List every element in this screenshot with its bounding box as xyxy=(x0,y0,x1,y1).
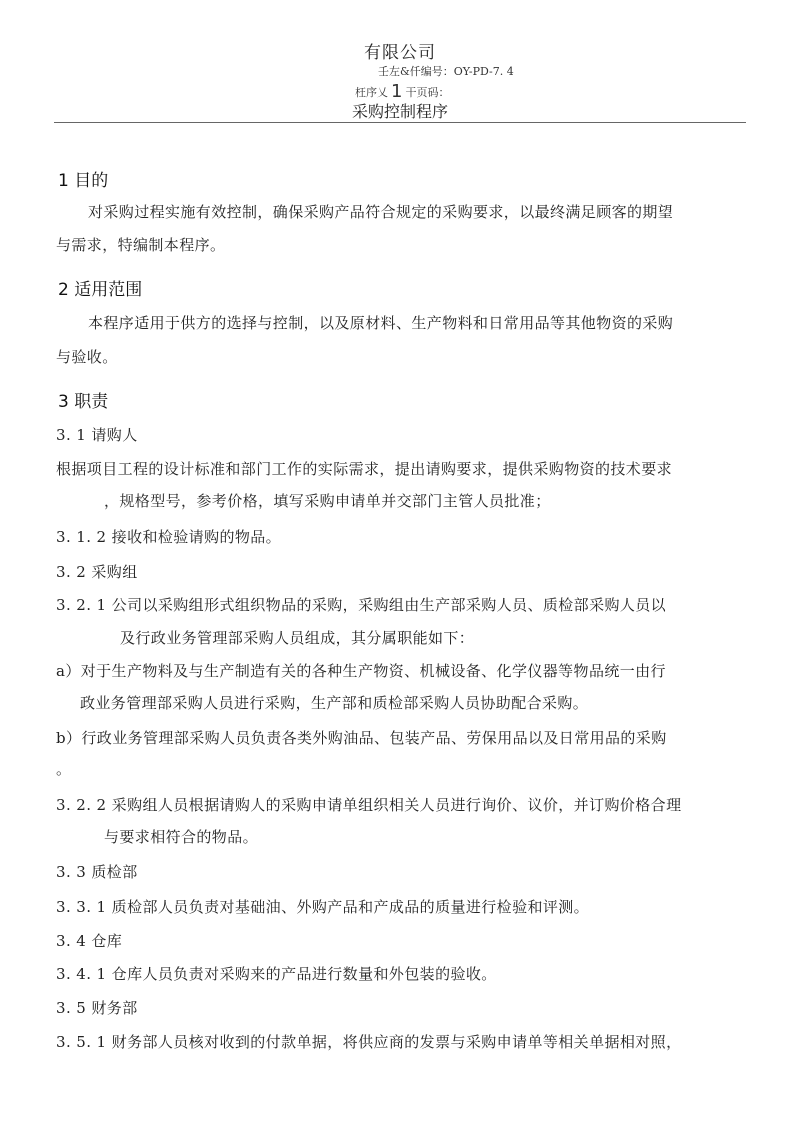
section-1-para-line1: 对采购过程实施有效控制，确保采购产品符合规定的采购要求，以最终满足顾客的期望 xyxy=(88,203,674,221)
header-page-number: 1 xyxy=(391,81,403,102)
item-3-1-2: 3. 1. 2 接收和检验请购的物品。 xyxy=(56,528,282,546)
section-1-heading: 1 目的 xyxy=(58,171,109,191)
item-3-2: 3. 2 采购组 xyxy=(56,563,138,581)
item-b-line2: 。 xyxy=(56,760,72,778)
header-page-suffix: 干页码： xyxy=(405,86,450,99)
item-a-line2: 政业务管理部采购人员进行采购，生产部和质检部采购人员协助配合采购。 xyxy=(80,694,589,712)
section-2-heading: 2 适用范围 xyxy=(58,280,143,300)
item-3-1: 3. 1 请购人 xyxy=(56,426,138,444)
header-doc-number: 壬左&仟编号：OY-PD-7. 4 xyxy=(378,65,514,78)
item-3-5: 3. 5 财务部 xyxy=(56,999,138,1017)
section-3-heading: 3 职责 xyxy=(58,392,109,412)
item-3-3-1: 3. 3. 1 质检部人员负责对基础油、外购产品和产成品的质量进行检验和评测。 xyxy=(56,898,590,916)
section-2-para-line2: 与验收。 xyxy=(56,348,118,366)
item-3-4: 3. 4 仓库 xyxy=(56,932,123,950)
section-1-para-line2: 与需求，特编制本程序。 xyxy=(56,236,226,254)
header-page-prefix: 枉序乂 xyxy=(355,86,388,99)
item-3-4-1: 3. 4. 1 仓库人员负责对采购来的产品进行数量和外包装的验收。 xyxy=(56,965,497,983)
item-3-5-1: 3. 5. 1 财务部人员核对收到的付款单据，将供应商的发票与采购申请单等相关单据相对照， xyxy=(56,1033,682,1051)
item-b-line1: b）行政业务管理部采购人员负责各类外购油品、包装产品、劳保用品以及日常用品的采购 xyxy=(56,729,667,747)
item-3-2-2-line2: 与要求相符合的物品。 xyxy=(104,828,259,846)
section-2-para-line1: 本程序适用于供方的选择与控制，以及原材料、生产物料和日常用品等其他物资的采购 xyxy=(88,314,674,332)
item-3-1-para-line1: 根据项目工程的设计标准和部门工作的实际需求，提出请购要求，提供采购物资的技术要求 xyxy=(56,460,673,478)
item-3-3: 3. 3 质检部 xyxy=(56,863,138,881)
item-3-1-para-line2: ，规格型号，参考价格，填写采购申请单并交部门主管人员批准； xyxy=(104,492,551,510)
item-3-2-2-line1: 3. 2. 2 采购组人员根据请购人的采购申请单组织相关人员进行询价、议价，并订购价格合理 xyxy=(56,796,682,814)
item-3-2-1-line2: 及行政业务管理部采购人员组成，其分属职能如下： xyxy=(120,629,475,647)
item-a-line1: a）对于生产物料及与生产制造有关的各种生产物资、机械设备、化学仪器等物品统一由行 xyxy=(56,662,666,680)
header-divider xyxy=(54,122,746,123)
header-company: 有限公司 xyxy=(364,43,436,63)
item-3-2-1-line1: 3. 2. 1 公司以采购组形式组织物品的采购，采购组由生产部采购人员、质检部采购人员以 xyxy=(56,596,667,614)
header-doc-title: 采购控制程序 xyxy=(351,102,448,121)
header-page-line xyxy=(355,80,449,101)
